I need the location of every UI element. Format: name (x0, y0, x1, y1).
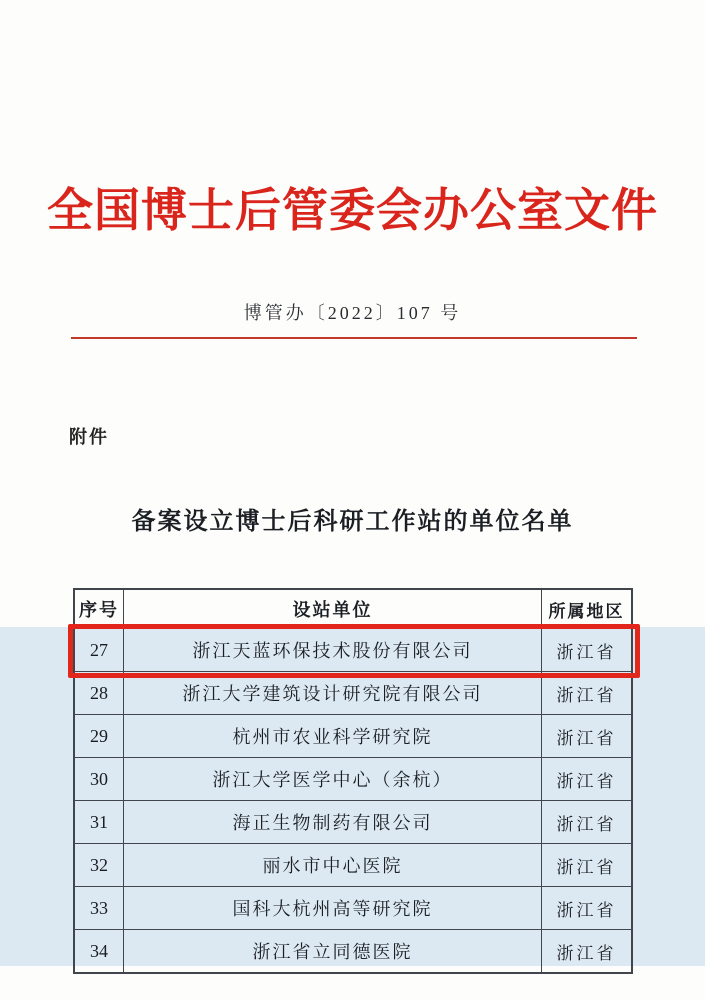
table-row (75, 715, 631, 758)
table-row (75, 801, 631, 844)
table-row-highlighted (75, 629, 631, 672)
row-number: 33 (75, 887, 124, 929)
row-unit: 杭州市农业科学研究院 (124, 715, 542, 757)
row-unit: 浙江省立同德医院 (124, 930, 542, 972)
table-body (75, 629, 631, 972)
row-region: 浙江省 (556, 857, 617, 877)
row-number: 27 (75, 629, 124, 671)
header-number: 序号 (75, 590, 124, 628)
table-row (75, 844, 631, 887)
row-number: 34 (75, 930, 124, 972)
row-number: 28 (75, 672, 124, 714)
row-number: 29 (75, 715, 124, 757)
table-row (75, 930, 631, 972)
units-table (73, 588, 633, 974)
row-number: 30 (75, 758, 124, 800)
row-unit: 浙江大学建筑设计研究院有限公司 (124, 672, 542, 714)
table-row (75, 758, 631, 801)
table-header-row (75, 590, 631, 629)
row-unit: 海正生物制药有限公司 (124, 801, 542, 843)
row-unit: 国科大杭州高等研究院 (124, 887, 542, 929)
row-unit: 浙江大学医学中心（余杭） (124, 758, 542, 800)
row-unit: 浙江天蓝环保技术股份有限公司 (124, 629, 542, 671)
section-title: 备案设立博士后科研工作站的单位名单 (131, 509, 574, 535)
document-title: 全国博士后管委会办公室文件 (47, 185, 658, 236)
attachment-label: 附件 (69, 427, 109, 447)
row-region: 浙江省 (556, 900, 617, 920)
row-region: 浙江省 (556, 814, 617, 834)
table-row (75, 887, 631, 930)
row-region: 浙江省 (556, 771, 617, 791)
row-region: 浙江省 (556, 642, 617, 662)
table-row (75, 672, 631, 715)
row-region: 浙江省 (556, 943, 617, 963)
row-unit: 丽水市中心医院 (124, 844, 542, 886)
document-number: 博管办〔2022〕107 号 (243, 303, 462, 323)
row-number: 31 (75, 801, 124, 843)
header-region: 所属地区 (548, 601, 625, 621)
row-region: 浙江省 (556, 685, 617, 705)
row-region: 浙江省 (556, 728, 617, 748)
header-unit: 设站单位 (124, 590, 542, 628)
red-divider-line (71, 337, 637, 339)
row-number: 32 (75, 844, 124, 886)
